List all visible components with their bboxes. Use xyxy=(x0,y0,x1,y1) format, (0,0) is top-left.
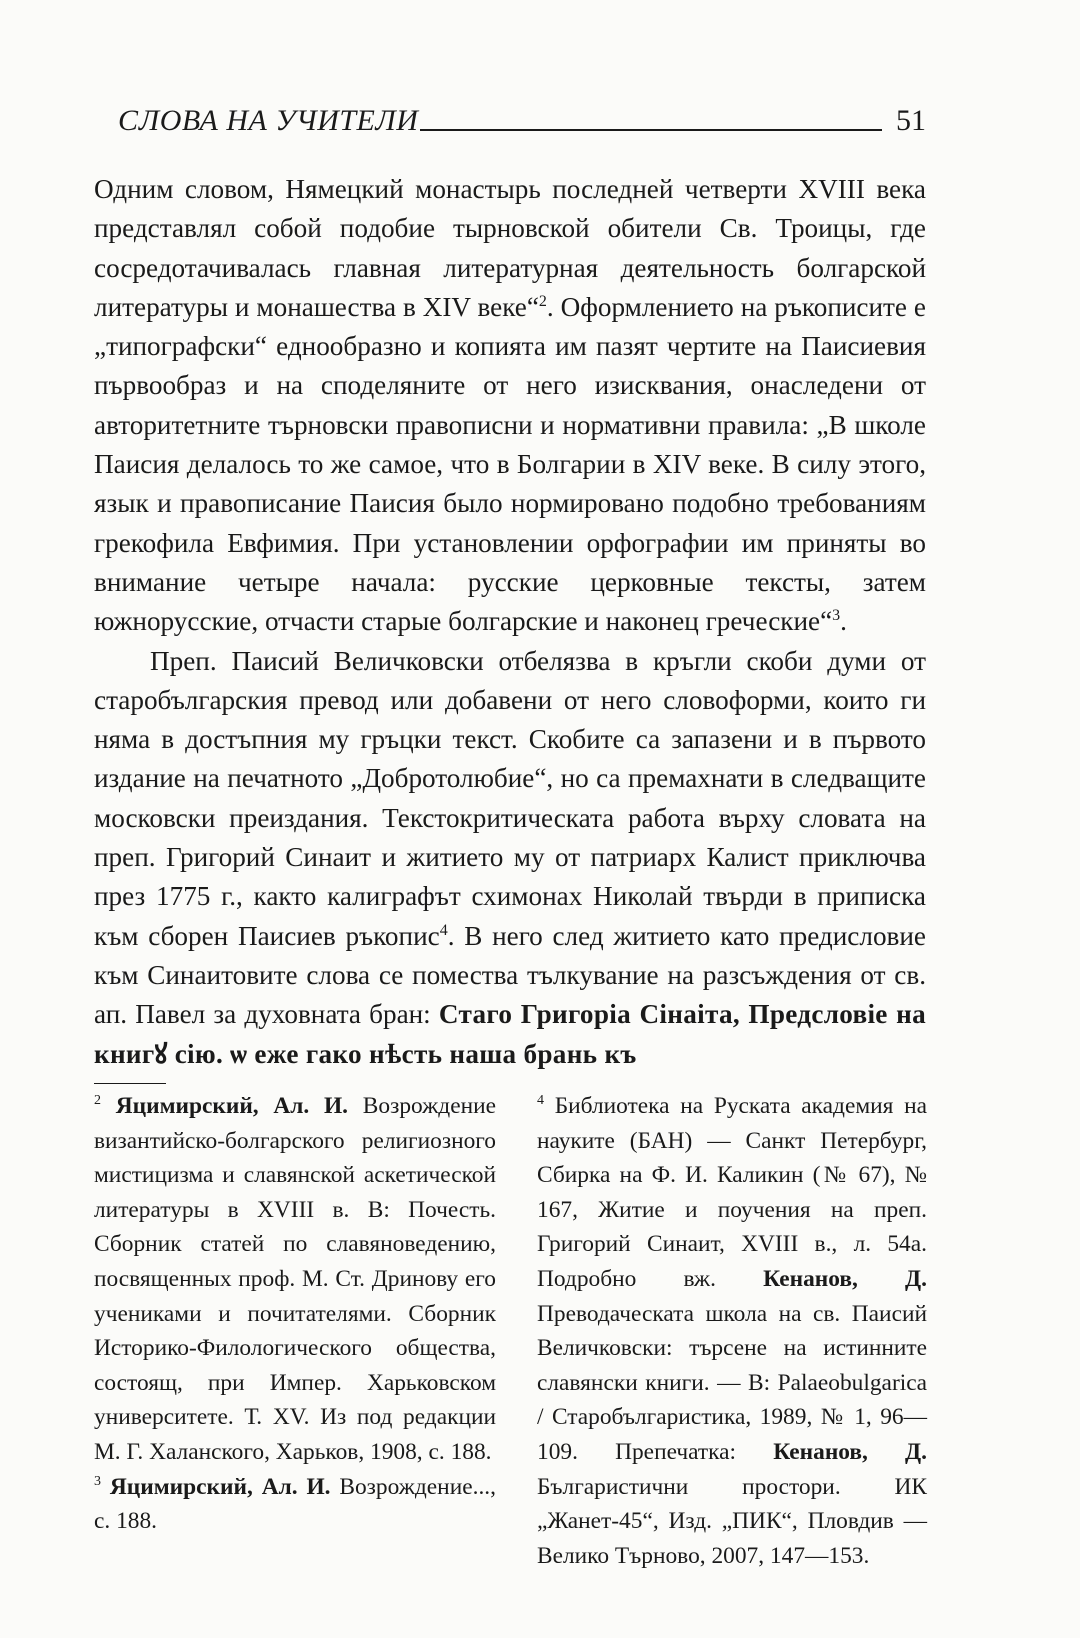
footnote-4 xyxy=(537,1089,927,1573)
footnote-3-text: Возрождение..., с. 188. xyxy=(94,1473,496,1535)
footnote-2-text: Возрождение византийско-болгарского религиозного мистицизма и славянской аскетической литературы в XVIII в. В: Почесть. Сборник статей по славяноведению, посвященных проф. М. Ст. Дринову его учениками и почитателями. Сборник Историко-Филологического общества, состоящ, при Импер. Харьковском университете. Т. XV. Из под редакции М. Г. Халанского, Харьков, 1908, с. 188. xyxy=(94,1093,496,1465)
footnote-ref-3: 3 xyxy=(832,607,841,625)
paragraph-2 xyxy=(94,642,926,1074)
main-text xyxy=(94,170,926,1074)
footnote-4-author-a: Кенанов, Д. xyxy=(763,1265,927,1292)
footnotes-right-column xyxy=(537,1089,927,1573)
running-head-rule xyxy=(420,129,882,131)
paragraph-1 xyxy=(94,170,926,642)
footnote-ref-4: 4 xyxy=(439,921,448,939)
footnote-ref-2: 2 xyxy=(538,292,547,310)
page-number: 51 xyxy=(896,104,926,137)
footnote-2-marker: 2 xyxy=(94,1093,101,1109)
footnote-separator xyxy=(94,1083,166,1084)
footnote-4-marker: 4 xyxy=(537,1093,544,1109)
footnote-4-author-b: Кенанов, Д. xyxy=(773,1438,927,1465)
paragraph-2-text-b: . В него след житието като предисловие към Синаитовите слова се помества тълкувание на разсъждения от св. ап. Павел за духовната бран: xyxy=(94,920,926,1030)
church-slavonic-quote: Стаго Григоріа Сінаіта, Предсловіе на книгꙋ сію. ѡ еже гако нѣсть наша брань къ xyxy=(94,999,926,1069)
footnote-4-text-b: Преводаческата школа на св. Паисий Величковски: търсене на истинните славянски книги. — В: Palaeobulgarica / Старобългаристика, 1989, № 1, 96—109. Препечатка: xyxy=(537,1300,927,1465)
paragraph-2-text-a: Преп. Паисий Величковски отбелязва в кръгли скоби думи от старобългарския превод или добавени от него словоформи, които ги няма в достъпния му гръцки текст. Скобите са запазени и в първото издание на печатното „Добротолюбие“, но са премахнати в следващите московски преиздания. Текстокритическата работа върху словата на преп. Григорий Синаит и житието му от патриарх Калист приключва през 1775 г., както калиграфът схимонах Николай твърди в приписка към сборен Паисиев ръкопис xyxy=(94,645,926,951)
footnote-4-text-c: Българистични простори. ИК „Жанет-45“, Изд. „ПИК“, Пловдив — Велико Търново, 2007, 147—153. xyxy=(537,1473,927,1569)
footnote-3 xyxy=(94,1470,496,1539)
paragraph-1-text-a: Одним словом, Нямецкий монастырь последней четверти XVIII века представлял собой подобие тырновской обители Св. Троицы, где сосредотачивалась главная литературная деятельность болгарской литературы и монашества в XIV веке“ xyxy=(94,174,926,322)
paragraph-1-text-c: . xyxy=(840,606,847,637)
footnote-4-text-a: Библиотека на Руската академия на науките (БАН) — Санкт Петербург, Сбирка на Ф. И. Каликин (№ 67), № 167, Житие и поучения на преп. Григорий Синаит, XVIII в., л. 54а. Подробно вж. xyxy=(537,1093,927,1292)
paragraph-1-text-b: . Оформлението на ръкописите е „типографски“ еднообразно и копията им пазят чертите на Паисиевия първообраз и на споделяните от него изисквания, онаследени от авторитетните търновски правописни и нормативни правила: „В школе Паисия делалось то же самое, что в Болгарии в XIV веке. В силу этого, язык и правописание Паисия было нормировано подобно требованиям грекофила Евфимия. При установлении орфографии им приняты во внимание четыре начала: русские церковные тексты, затем южнорусские, отчасти старые болгарские и наконец греческие“ xyxy=(94,291,926,637)
footnotes-left-column xyxy=(94,1089,496,1539)
footnote-2-author: Яцимирский, Ал. И. xyxy=(115,1093,349,1119)
footnote-3-author: Яцимирский, Ал. И. xyxy=(109,1473,331,1500)
footnote-2 xyxy=(94,1089,496,1470)
running-head-title: СЛОВА НА УЧИТЕЛИ xyxy=(118,104,419,137)
running-head xyxy=(118,104,926,138)
footnote-3-marker: 3 xyxy=(94,1473,101,1489)
